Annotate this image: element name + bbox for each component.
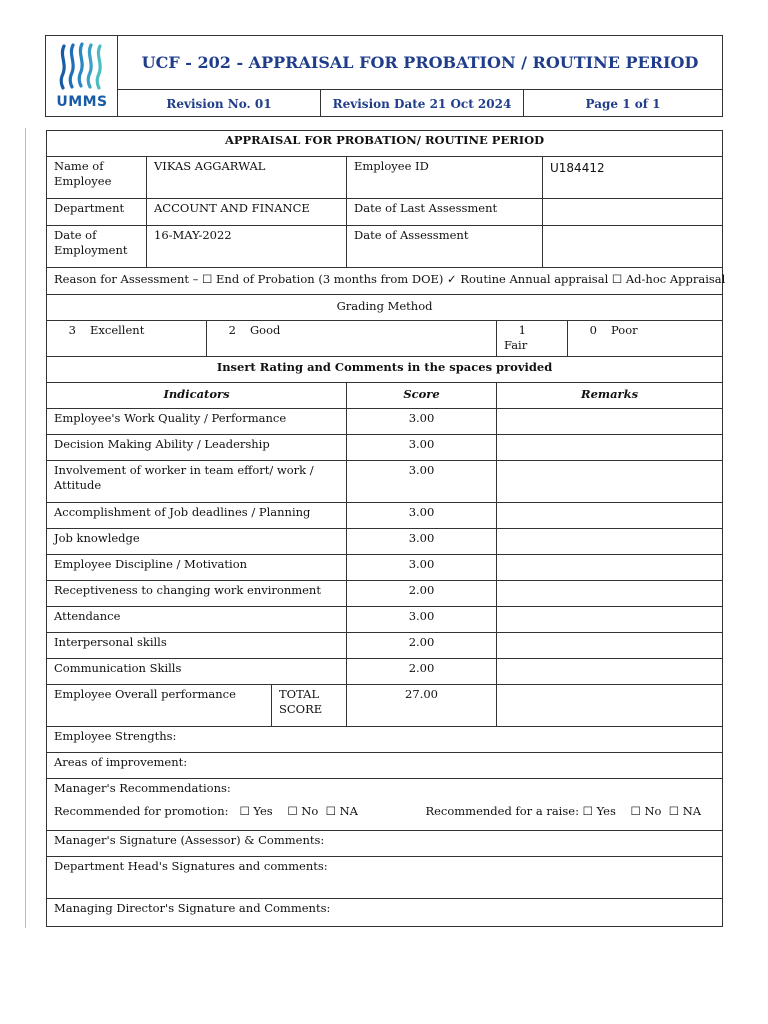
grade-label: Fair — [504, 338, 528, 352]
logo-text: UMMS — [56, 94, 108, 110]
table-row — [47, 633, 723, 659]
employment-date-value[interactable]: 16-MAY-2022 — [147, 226, 347, 268]
indicator-name: Accomplishment of Job deadlines / Planning — [47, 503, 347, 529]
table-row — [47, 581, 723, 607]
table-row — [47, 607, 723, 633]
employee-strengths-field[interactable]: Employee Strengths: — [47, 727, 723, 753]
indicator-remarks[interactable] — [497, 503, 723, 529]
grade-fair — [497, 321, 568, 357]
areas-of-improvement-field[interactable]: Areas of improvement: — [47, 753, 723, 779]
raise-recommendation[interactable]: Recommended for a raise: ☐ Yes ☐ No ☐ NA — [425, 804, 702, 818]
revision-row — [118, 90, 722, 117]
table-row — [47, 409, 723, 435]
managing-director-signature-field[interactable]: Managing Director's Signature and Comments: — [47, 899, 723, 927]
document-header — [45, 35, 723, 117]
total-score-label: TOTAL SCORE — [272, 685, 347, 727]
grading-method-label: Grading Method — [47, 295, 723, 321]
indicator-score[interactable]: 3.00 — [347, 435, 497, 461]
manager-signature-field[interactable]: Manager's Signature (Assessor) & Comments: — [47, 831, 723, 857]
rating-instructions: Insert Rating and Comments in the spaces provided — [47, 357, 723, 383]
department-head-signature-field[interactable]: Department Head's Signatures and comments: — [47, 857, 723, 899]
grade-label: Excellent — [90, 323, 145, 337]
indicator-remarks[interactable] — [497, 581, 723, 607]
indicator-name: Interpersonal skills — [47, 633, 347, 659]
form-title: UCF - 202 - APPRAISAL FOR PROBATION / ROUTINE PERIOD — [118, 36, 722, 90]
indicator-remarks[interactable] — [497, 435, 723, 461]
page-number: Page 1 of 1 — [585, 96, 661, 111]
indicator-score[interactable]: 2.00 — [347, 581, 497, 607]
logo-waves-icon — [54, 40, 110, 92]
department-value[interactable]: ACCOUNT AND FINANCE — [147, 199, 347, 226]
promotion-recommendation[interactable]: Recommended for promotion: ☐ Yes ☐ No ☐ NA — [54, 804, 358, 818]
indicator-name: Job knowledge — [47, 529, 347, 555]
indicator-remarks[interactable] — [497, 633, 723, 659]
manager-recommendations-block — [47, 779, 723, 831]
indicator-score[interactable]: 3.00 — [347, 409, 497, 435]
grade-score: 0 — [589, 323, 597, 337]
grade-excellent — [47, 321, 207, 357]
assessment-reason-row[interactable]: Reason for Assessment – ☐ End of Probation (3 months from DOE) ✓ Routine Annual appraisal ☐ Ad-hoc Appraisal — [47, 268, 723, 295]
grade-score: 1 — [518, 323, 526, 337]
revision-number: Revision No. 01 — [118, 90, 321, 117]
indicator-name: Attendance — [47, 607, 347, 633]
revision-date: Revision Date 21 Oct 2024 — [321, 90, 524, 117]
indicator-name: Decision Making Ability / Leadership — [47, 435, 347, 461]
table-row — [47, 529, 723, 555]
grade-poor — [568, 321, 723, 357]
indicator-name: Employee's Work Quality / Performance — [47, 409, 347, 435]
indicator-remarks[interactable] — [497, 529, 723, 555]
indicator-score[interactable]: 3.00 — [347, 503, 497, 529]
indicator-score[interactable]: 3.00 — [347, 529, 497, 555]
indicators-header: Indicators — [47, 383, 347, 409]
appraisal-form-table — [46, 130, 726, 927]
indicator-score[interactable]: 3.00 — [347, 555, 497, 581]
score-header: Score — [347, 383, 497, 409]
table-row — [47, 555, 723, 581]
indicator-score[interactable]: 3.00 — [347, 461, 497, 503]
manager-recommendations-label: Manager's Recommendations: — [54, 781, 231, 795]
table-row — [47, 461, 723, 503]
grade-label: Good — [250, 323, 281, 337]
indicator-score[interactable]: 3.00 — [347, 607, 497, 633]
grade-label: Poor — [611, 323, 638, 337]
total-score-value[interactable]: 27.00 — [347, 685, 497, 727]
indicator-score[interactable]: 2.00 — [347, 633, 497, 659]
grade-good — [207, 321, 497, 357]
name-label: Name of Employee — [47, 157, 147, 199]
employment-date-label: Date of Employment — [47, 226, 147, 268]
indicator-remarks[interactable] — [497, 659, 723, 685]
indicator-remarks[interactable] — [497, 555, 723, 581]
last-assessment-label: Date of Last Assessment — [347, 199, 543, 226]
indicator-name: Employee Discipline / Motivation — [47, 555, 347, 581]
indicator-remarks[interactable] — [497, 607, 723, 633]
employee-id-label: Employee ID — [347, 157, 543, 199]
table-row — [47, 435, 723, 461]
form-heading: APPRAISAL FOR PROBATION/ ROUTINE PERIOD — [47, 131, 723, 157]
indicator-remarks[interactable] — [497, 409, 723, 435]
remarks-header: Remarks — [497, 383, 723, 409]
name-value[interactable]: VIKAS AGGARWAL — [147, 157, 347, 199]
last-assessment-value[interactable] — [543, 199, 723, 226]
indicator-name: Receptiveness to changing work environment — [47, 581, 347, 607]
grade-score: 3 — [68, 323, 76, 337]
indicator-name: Communication Skills — [47, 659, 347, 685]
employee-id-value[interactable]: U184412 — [543, 157, 723, 199]
overall-performance-label: Employee Overall performance — [47, 685, 272, 727]
assessment-date-value[interactable] — [543, 226, 723, 268]
indicator-name: Involvement of worker in team effort/ work / Attitude — [47, 461, 347, 503]
table-row — [47, 503, 723, 529]
indicator-score[interactable]: 2.00 — [347, 659, 497, 685]
grade-score: 2 — [228, 323, 236, 337]
table-row — [47, 659, 723, 685]
assessment-date-label: Date of Assessment — [347, 226, 543, 268]
page-margin-line — [25, 128, 26, 928]
indicator-remarks[interactable] — [497, 461, 723, 503]
overall-remarks[interactable] — [497, 685, 723, 727]
company-logo — [46, 36, 118, 117]
recommendation-options — [54, 804, 715, 819]
department-label: Department — [47, 199, 147, 226]
